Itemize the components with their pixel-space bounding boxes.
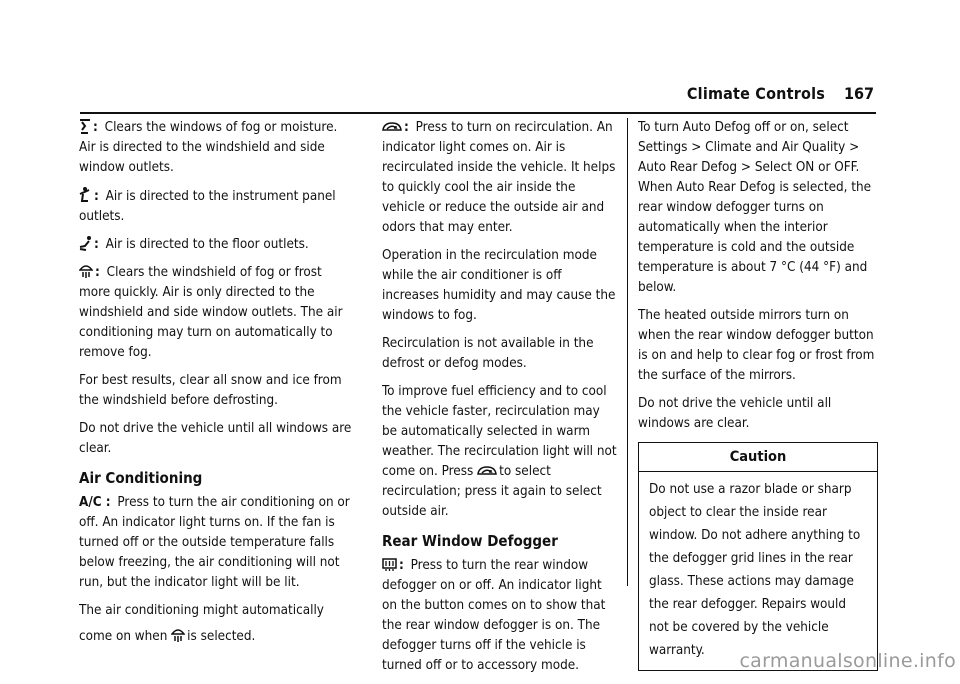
fuel-efficiency-paragraph [382, 382, 618, 522]
floor-mode-text: Air is directed to the floor outlets. [105, 237, 309, 252]
ac-come-on-paragraph [79, 627, 354, 647]
fuel-efficiency-text-a: To improve fuel efficiency and to cool the vehicle faster, recirculation may be automatically selected in warm weather. The recirculation light will not come on. Press [382, 384, 617, 479]
vent-mode-paragraph [79, 186, 354, 227]
defrost-paragraph [79, 263, 354, 363]
column-2 [382, 118, 618, 684]
ac-auto-paragraph: The air conditioning might automatically [79, 603, 324, 618]
ac-come-on-text-a: come on when [79, 629, 168, 644]
defog-mode-text: Clears the windows of fog or moisture. Air is directed to the windshield and side window outlets. [79, 120, 338, 175]
ac-label: A/C : [79, 495, 111, 510]
rear-window-defogger-heading: Rear Window Defogger [382, 532, 558, 550]
defrost-icon [79, 263, 93, 279]
rear-defogger-paragraph [382, 556, 618, 676]
defog-mode-paragraph [79, 118, 354, 178]
floor-mode-icon [79, 235, 92, 251]
ac-text: Press to turn the air conditioning on or off. An indicator light turns on. If the fan is turned off or the outside temperature falls below freezing, the air conditioning will not run, but the indicator light will be lit. [79, 495, 350, 590]
defog-mode-colon: : [93, 120, 98, 135]
fuel-efficiency-text-b: to select recirculation; press it again to select outside air. [382, 464, 602, 519]
recirc-not-available-paragraph: Recirculation is not available in the defrost or defog modes. [382, 336, 594, 371]
column-3 [638, 118, 878, 671]
recirc-humidity-paragraph: Operation in the recirculation mode while the air conditioner is off increases humidity and may cause the windows to fog. [382, 248, 616, 323]
rear-defogger-text: Press to turn the rear window defogger on or off. An indicator light on the button comes on to show that the rear window defogger is on. The defogger turns off if the vehicle is turned off or to accessory mode. [382, 558, 606, 673]
recirculation-colon: : [404, 120, 409, 135]
recirculation-text: Press to turn on recirculation. An indicator light comes on. Air is recirculated inside the vehicle. It helps to quickly cool the air inside the vehicle or reduce the outside air and odors that may enter. [382, 120, 616, 235]
rear-defogger-icon [382, 558, 397, 572]
auto-defog-paragraph: To turn Auto Defog off or on, select Settings > Climate and Air Quality > Auto Rear Defog > Select ON or OFF. When Auto Rear Defog is selected, the rear window defogger turns on automatically when the interior temperature is cold and the outside temperature is about 7 °C (44 °F) and below. [638, 120, 872, 295]
defog-mode-icon [79, 118, 91, 134]
windows-clear-paragraph: Do not drive the vehicle until all windows are clear. [79, 421, 352, 456]
air-conditioning-heading: Air Conditioning [79, 469, 203, 487]
column-1 [79, 118, 354, 655]
vent-mode-text: Air is directed to the instrument panel outlets. [79, 189, 336, 224]
caution-box [638, 442, 878, 671]
defrost-text: Clears the windshield of fog or frost more quickly. Air is only directed to the windshield and side window outlets. The air conditioning may turn on automatically to remove fog. [79, 265, 343, 360]
snow-ice-paragraph: For best results, clear all snow and ice from the windshield before defrosting. [79, 373, 342, 408]
recirculation-paragraph [382, 118, 618, 238]
header-rule [80, 112, 876, 114]
recirculation-icon-inline [477, 465, 497, 478]
ac-come-on-text-b: is selected. [187, 629, 256, 644]
floor-mode-colon: : [94, 237, 99, 252]
floor-mode-paragraph [79, 235, 354, 255]
vent-mode-icon [79, 186, 92, 203]
vent-mode-colon: : [94, 189, 99, 204]
ac-paragraph [79, 493, 354, 593]
defrost-icon-inline [171, 627, 185, 643]
page-number: 167 [843, 84, 874, 103]
column-divider [627, 118, 628, 586]
caution-text: Do not use a razor blade or sharp object to clear the inside rear window. Do not adhere anything to the defogger grid lines in the rear glass. These actions may damage the rear defogger. Repairs would not be covered by the vehicle warranty. [649, 482, 861, 658]
rear-defogger-colon: : [399, 558, 404, 573]
page-header-title: Climate Controls [686, 84, 825, 103]
defrost-colon: : [95, 265, 100, 280]
recirculation-icon [382, 121, 402, 134]
watermark: carmanualsonline.info [739, 650, 956, 672]
heated-mirrors-paragraph: The heated outside mirrors turn on when the rear window defogger button is on and help to clear fog or frost from the surface of the mirrors. [638, 308, 875, 383]
caution-title: Caution [639, 443, 877, 472]
windows-clear-paragraph-2: Do not drive the vehicle until all windows are clear. [638, 396, 832, 431]
